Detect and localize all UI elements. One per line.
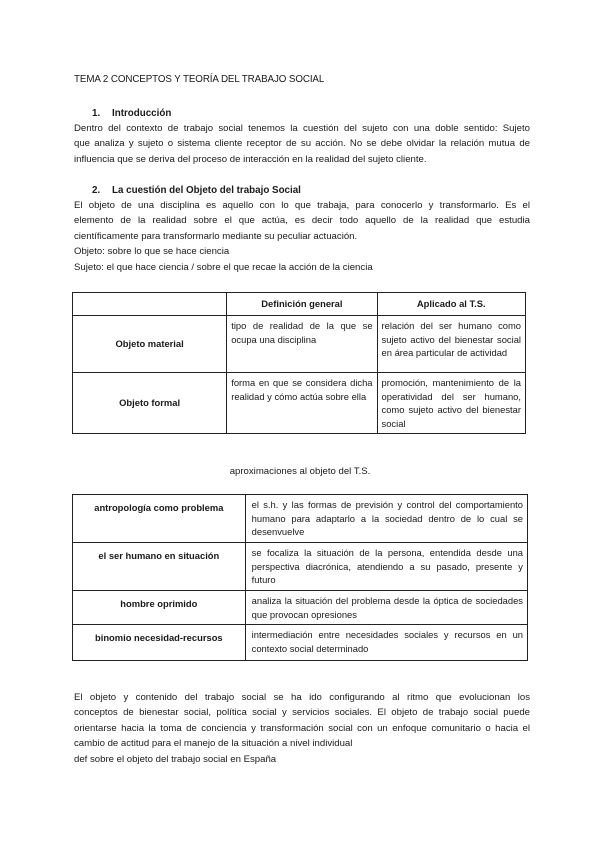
- objeto-table: [72, 292, 526, 434]
- paragraph-line: El objeto y contenido del trabajo social se ha ido configurando al ritmo que evolucionan los: [74, 692, 530, 703]
- table-header-cell: [73, 293, 227, 316]
- table-cell: se focaliza la situación de la persona, entendida desde una perspectiva diacrónica, atendiendo a su pasado, presente y futuro: [245, 543, 527, 591]
- paragraph-line: El objeto de una disciplina es aquello con lo que trabaja, para conocerlo y transformarlo. Es el: [74, 200, 530, 211]
- table-row: [73, 543, 528, 591]
- section-2-title: La cuestión del Objeto del trabajo Social: [112, 185, 301, 196]
- row-label: Objeto formal: [73, 373, 227, 434]
- table-cell: tipo de realidad de la que se ocupa una disciplina: [227, 316, 377, 373]
- table-cell: intermediación entre necesidades sociales y recursos en un contexto social determinado: [245, 625, 527, 661]
- table-cell: analiza la situación del problema desde la óptica de sociedades que provocan opresiones: [245, 591, 527, 625]
- table-header-cell: Definición general: [227, 293, 377, 316]
- table-cell: promoción, mantenimiento de la operatividad del ser humano, como sujeto activo del bienestar social: [377, 373, 525, 434]
- table-row: [73, 625, 528, 661]
- table-caption: aproximaciones al objeto del T.S.: [229, 466, 371, 477]
- section-2-heading: [92, 183, 301, 198]
- paragraph-line: científicamente para transformarlo mediante su peculiar actuación.: [74, 230, 358, 242]
- paragraph-line: Dentro del contexto de trabajo social tenemos la cuestión del sujeto con una doble sentido: Sujeto: [74, 123, 530, 134]
- paragraph-line: conceptos de bienestar social, política social y servicios sociales. El objeto de trabajo social puede: [74, 707, 530, 719]
- aproximaciones-table: [72, 494, 528, 661]
- section-2-number: 2.: [92, 185, 101, 196]
- table-row: [73, 373, 526, 434]
- table-row: [73, 495, 528, 543]
- paragraph-line: elemento de la realidad sobre el que actúa, es decir todo aquello de la realidad que estudia: [74, 215, 530, 227]
- table-cell: forma en que se considera dicha realidad y cómo actúa sobre ella: [227, 373, 377, 434]
- section-2-paragraph: [74, 198, 530, 275]
- row-label: el ser humano en situación: [73, 543, 246, 591]
- paragraph-line: cambio de actitud para el manejo de la situación a nivel individual: [74, 738, 353, 750]
- table-cell: el s.h. y las formas de previsión y control del comportamiento humano para adaptarlo a la sociedad dentro de lo cual se desenvuelve: [245, 495, 527, 543]
- table-row: [73, 591, 528, 625]
- paragraph-line: influencia que se deriva del proceso de interacción en la realidad del sujeto cliente.: [74, 153, 427, 165]
- objeto-definition: Objeto: sobre lo que se hace ciencia: [74, 246, 230, 258]
- row-label: antropología como problema: [73, 495, 246, 543]
- section-1-heading: [92, 106, 171, 121]
- row-label: binomio necesidad-recursos: [73, 625, 246, 661]
- paragraph-line: orientarse hacia la toma de conciencia y transformación social con un enfoque comunitario o hacia el: [74, 722, 530, 734]
- table-cell: relación del ser humano como sujeto activo del bienestar social en área particular de actividad: [377, 316, 525, 373]
- table-header-row: [73, 293, 526, 316]
- row-label: hombre oprimido: [73, 591, 246, 625]
- section-1-paragraph: [74, 121, 530, 167]
- table-header-cell: Aplicado al T.S.: [377, 293, 525, 316]
- row-label: Objeto material: [73, 316, 227, 373]
- section-1-title: Introducción: [112, 108, 172, 119]
- sujeto-definition: Sujeto: el que hace ciencia / sobre el que recae la acción de la ciencia: [74, 261, 373, 273]
- paragraph-line: que analiza y sujeto o sistema cliente receptor de su acción. No se debe olvidar la relación mutua de: [74, 138, 530, 150]
- closing-paragraph: [74, 690, 530, 767]
- closing-note: def sobre el objeto del trabajo social en España: [74, 753, 277, 765]
- table-row: [73, 316, 526, 373]
- section-1-number: 1.: [92, 108, 101, 119]
- page-title: TEMA 2 CONCEPTOS Y TEORÍA DEL TRABAJO SOCIAL: [74, 74, 325, 85]
